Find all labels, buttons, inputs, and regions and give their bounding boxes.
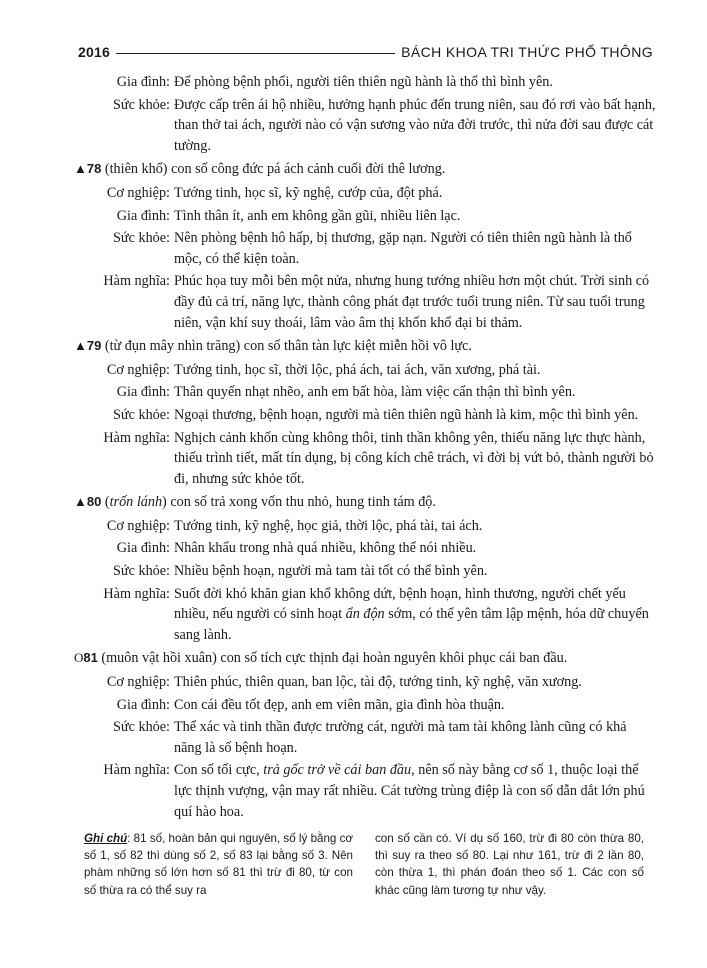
- entry-desc: con số công đức pá ách cảnh cuối đời thê lương.: [171, 161, 446, 178]
- triangle-icon: ▲: [74, 161, 87, 177]
- row-text: Nghịch cảnh khốn cùng không thôi, tinh thần không yên, thiếu năng lực thực hành, thiếu trình tiết, mất tín dụng, bị công kích chê trách, vì đời bị vứt bỏ, thành người bỏ đi, nhưng sức khỏe tốt.: [174, 429, 654, 487]
- row-label: Sức khỏe:: [113, 96, 170, 113]
- entry-row: [78, 672, 656, 693]
- row-text: Con cái đều tốt đẹp, anh em viên mãn, gia đình hòa thuận.: [174, 696, 505, 713]
- entry-row: [78, 228, 656, 269]
- row-text: Ngoại thương, bệnh hoạn, người mà tiên thiên ngũ hành là kim, mộc thì bình yên.: [174, 406, 639, 423]
- row-label: Hàm nghĩa:: [103, 585, 170, 602]
- entry-row: [78, 271, 656, 333]
- entry-desc: con số tích cực thịnh đại hoàn nguyên khôi phục cái ban đầu.: [220, 650, 568, 667]
- row-text: Để phòng bệnh phổi, người tiên thiên ngũ hành là thổ thì bình yên.: [174, 74, 553, 90]
- circle-icon: O: [74, 650, 84, 666]
- entry-desc: con số thân tàn lực kiệt miễn hồi vô lực.: [243, 338, 472, 355]
- row-label: Sức khỏe:: [113, 230, 170, 247]
- entry-title: (thiên khổ): [104, 161, 168, 178]
- footnote: [84, 830, 644, 899]
- row-label: Gia đình:: [116, 696, 170, 713]
- entry-row: [78, 382, 656, 403]
- row-label: Cơ nghiệp:: [106, 517, 170, 534]
- entry-row: [78, 717, 656, 758]
- page-content: [74, 72, 656, 824]
- page-number: 2016: [78, 44, 110, 60]
- entry-heading-79: [74, 336, 656, 357]
- row-label: Sức khỏe:: [113, 719, 170, 736]
- entry-number: 79: [86, 338, 102, 354]
- row-text: Tướng tinh, kỹ nghệ, học giả, thời lộc, phá tài, tai ách.: [174, 517, 483, 534]
- entry-row: [78, 183, 656, 204]
- entry-heading-78: [74, 159, 656, 180]
- row-text: Thiên phúc, thiên quan, ban lộc, tài độ, tướng tinh, kỹ nghệ, văn xương.: [174, 674, 582, 691]
- row-label: Hàm nghĩa:: [103, 273, 170, 290]
- page-header: [78, 44, 653, 60]
- entry-row: [78, 538, 656, 559]
- row-text: Thể xác và tinh thần được trường cát, người mà tam tài không lành cũng có khả năng là số bệnh hoạn.: [174, 719, 627, 756]
- entry-row: [78, 405, 656, 426]
- row-text: Tướng tinh, học sĩ, kỹ nghệ, cướp của, đột phá.: [174, 184, 443, 201]
- entry-row: [78, 516, 656, 537]
- row-label: Cơ nghiệp:: [106, 361, 170, 378]
- entry-row: [78, 206, 656, 227]
- entry-heading-81: [74, 648, 656, 669]
- row-text: Phúc họa tuy mỗi bên một nửa, nhưng hung tướng nhiều hơn một chút. Trời sinh có đầy đủ cả trí, năng lực, thành công phát đạt trước tuổi trung niên. Từ sau tuổi trung niên, vận khí suy thoái, lâm vào âm thị khốn khổ đại bi thảm.: [174, 273, 650, 331]
- footnote-col-right: [375, 830, 644, 899]
- entry-title-italic: trốn lánh: [109, 494, 163, 511]
- row-text: Tướng tinh, học sĩ, thời lộc, phá ách, tai ách, văn xương, phá tài.: [174, 361, 541, 378]
- book-title: BÁCH KHOA TRI THỨC PHỔ THÔNG: [401, 44, 653, 60]
- footnote-label: Ghi chú: [84, 832, 128, 845]
- row-text: Tình thân ít, anh em không gần gũi, nhiều liên lạc.: [174, 207, 461, 224]
- row-label: Gia đình:: [116, 74, 170, 90]
- triangle-icon: ▲: [74, 338, 87, 354]
- row-label: Sức khỏe:: [113, 563, 170, 580]
- entry-number: 80: [86, 494, 102, 510]
- footnote-col-left: [84, 830, 353, 899]
- entry-row: [78, 584, 656, 646]
- row-text: Nhiều bệnh hoạn, người mà tam tài tốt có thể bình yên.: [174, 563, 488, 580]
- row-label: Hàm nghĩa:: [103, 429, 170, 446]
- entry-row: [78, 95, 656, 157]
- entry-title-open: (: [104, 494, 110, 511]
- row-label: Cơ nghiệp:: [106, 184, 170, 201]
- row-label: Gia đình:: [116, 207, 170, 224]
- row-text: Thân quyến nhạt nhẽo, anh em bất hòa, làm việc cẩn thận thì bình yên.: [174, 384, 576, 401]
- header-rule: [116, 53, 395, 54]
- row-label: Sức khỏe:: [113, 406, 170, 423]
- row-label: Hàm nghĩa:: [103, 762, 170, 779]
- entry-title-close: ): [162, 494, 167, 511]
- entry-title: (từ đụn mây nhìn trăng): [104, 338, 241, 355]
- entry-number: 78: [86, 161, 102, 177]
- entry-row: [78, 360, 656, 381]
- row-label: Gia đình:: [116, 540, 170, 557]
- row-label: Gia đình:: [116, 384, 170, 401]
- entry-number: 81: [83, 650, 98, 666]
- row-text: Suốt đời khó khăn gian khổ không dứt, bệnh hoạn, hình thương, người chết yểu nhiều, nếu người có sinh hoạt ẩn độn sớm, có thể yên tâm lập mệnh, hóa dữ chuyển sang lành.: [174, 585, 649, 643]
- footnote-text-right: con số cần có. Ví dụ số 160, trừ đi 80 còn thừa 80, thì suy ra theo số 80. Lại như 161, trừ đi 2 lần 80, còn thừa 1, thì phán đoán theo số 1. Các con số khác cũng làm tương tự như vậy.: [375, 832, 644, 897]
- row-text: Nhân khẩu trong nhà quá nhiều, không thể nói nhiều.: [174, 540, 477, 557]
- footnote-text-left: : 81 số, hoàn bản qui nguyên, số lý bằng cơ số 1, số 82 thì dùng số 2, số 83 lại bằng số 3. Nên phàm những số lớn hơn số 81 thì trừ đi 80, từ con số thừa ra có thể suy ra: [84, 832, 354, 897]
- entry-desc: con số trả xong vốn thu nhỏ, hung tinh tám độ.: [170, 494, 436, 511]
- row-text: Con số tối cực, trả gốc trở về cái ban đầu, nên số này bằng cơ số 1, thuộc loại thể lực thịnh vượng, vận may rất nhiều. Cát tường trùng điệp là con số dẫn dắt lớn phú quí hào hoa.: [174, 762, 645, 820]
- entry-row: [78, 428, 656, 490]
- entry-title: (muôn vật hồi xuân): [101, 650, 217, 667]
- entry-row: [78, 695, 656, 716]
- triangle-icon: ▲: [74, 494, 87, 510]
- row-text: Được cấp trên ái hộ nhiều, hưởng hạnh phúc đến trung niên, sau đó rơi vào bất hạnh, than thở tai ách, người nào có vận sương vào nửa đời trước, thì nửa đời sau được cát tường.: [174, 96, 656, 154]
- entry-heading-80: [74, 492, 656, 513]
- row-label: Cơ nghiệp:: [106, 674, 170, 691]
- entry-row: [78, 72, 656, 93]
- entry-row: [78, 561, 656, 582]
- row-text: Nên phòng bệnh hô hấp, bị thương, gặp nạn. Người có tiên thiên ngũ hành là thổ mộc, có thể kiện toàn.: [174, 230, 632, 267]
- entry-row: [78, 760, 656, 822]
